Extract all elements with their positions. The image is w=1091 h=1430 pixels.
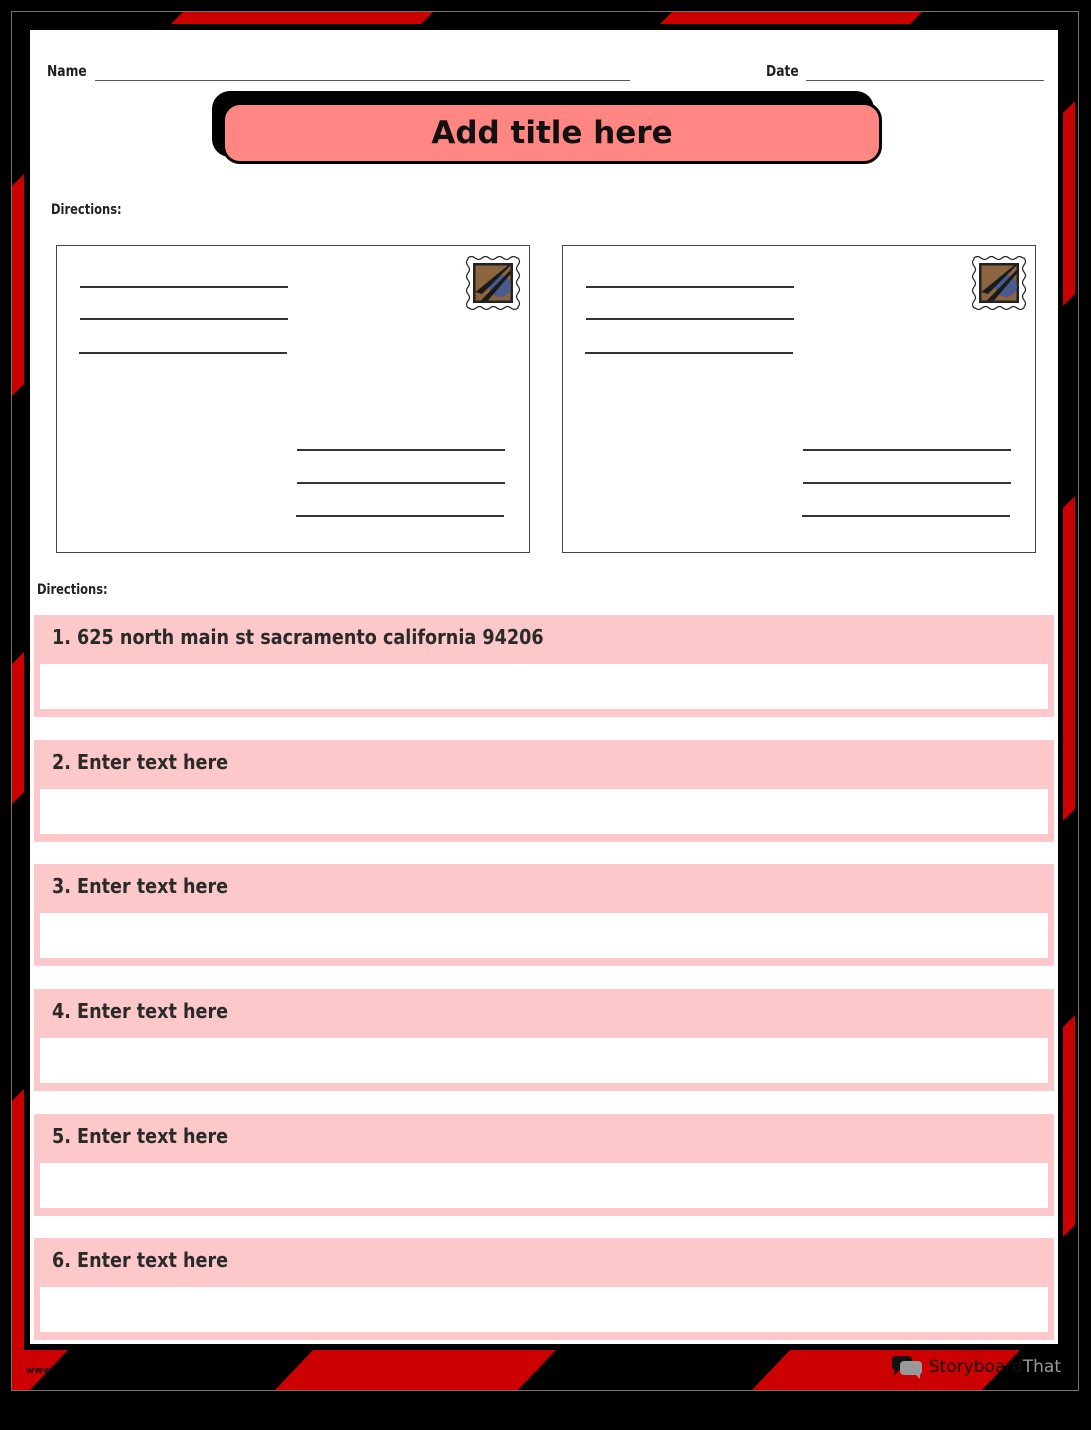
task-row: [34, 740, 1054, 842]
directions-label: Directions:: [51, 202, 122, 218]
task-row: [34, 989, 1054, 1091]
border-stripe: [1063, 1015, 1075, 1237]
recipient-address-line[interactable]: [297, 482, 505, 484]
task-answer-box[interactable]: [40, 1038, 1048, 1083]
directions-label-2: Directions:: [37, 582, 108, 598]
return-address-line[interactable]: [586, 286, 794, 288]
page-title: Add title here: [431, 115, 673, 151]
date-field[interactable]: [806, 80, 1044, 81]
brand-name-part1: Storyboard: [928, 1357, 1023, 1377]
postage-stamp-icon: [970, 254, 1028, 312]
task-label: 6. Enter text here: [52, 1248, 229, 1272]
title-banner[interactable]: [222, 102, 882, 164]
postcard-1: [56, 245, 530, 553]
border-stripe: [1063, 101, 1075, 306]
border-stripe: [12, 174, 24, 396]
name-label: Name: [47, 62, 87, 80]
border-stripe: [1063, 496, 1075, 821]
recipient-address-line[interactable]: [803, 482, 1011, 484]
task-answer-box[interactable]: [40, 913, 1048, 958]
postcard-2: [562, 245, 1036, 553]
task-row: [34, 1238, 1054, 1340]
task-label: 1. 625 north main st sacramento california 94206: [52, 625, 544, 649]
border-stripe: [12, 1089, 24, 1389]
brand-name-part2: That: [1022, 1357, 1061, 1377]
task-label: 5. Enter text here: [52, 1124, 229, 1148]
speech-bubbles-icon: [891, 1355, 925, 1379]
border-stripe: [273, 1350, 556, 1391]
return-address-line[interactable]: [585, 352, 793, 354]
task-answer-box[interactable]: [40, 789, 1048, 834]
task-answer-box[interactable]: [40, 664, 1048, 709]
task-answer-box[interactable]: [40, 1287, 1048, 1332]
return-address-line[interactable]: [80, 286, 288, 288]
return-address-line[interactable]: [586, 318, 794, 320]
border-stripe: [171, 12, 433, 24]
return-address-line[interactable]: [79, 352, 287, 354]
postage-stamp-icon: [464, 254, 522, 312]
recipient-address-line[interactable]: [297, 449, 505, 451]
task-label: 3. Enter text here: [52, 874, 229, 898]
task-label: 2. Enter text here: [52, 750, 229, 774]
task-row: [34, 864, 1054, 966]
task-label: 4. Enter text here: [52, 999, 229, 1023]
recipient-address-line[interactable]: [802, 515, 1010, 517]
task-row: [34, 615, 1054, 717]
recipient-address-line[interactable]: [296, 515, 504, 517]
return-address-line[interactable]: [80, 318, 288, 320]
task-answer-box[interactable]: [40, 1163, 1048, 1208]
recipient-address-line[interactable]: [803, 449, 1011, 451]
date-label: Date: [766, 62, 799, 80]
name-field[interactable]: [95, 80, 630, 81]
border-stripe: [660, 12, 922, 24]
task-row: [34, 1114, 1054, 1216]
border-stripe: [12, 652, 24, 804]
storyboardthat-logo: [891, 1355, 1061, 1379]
footer-url: www: [26, 1366, 51, 1376]
